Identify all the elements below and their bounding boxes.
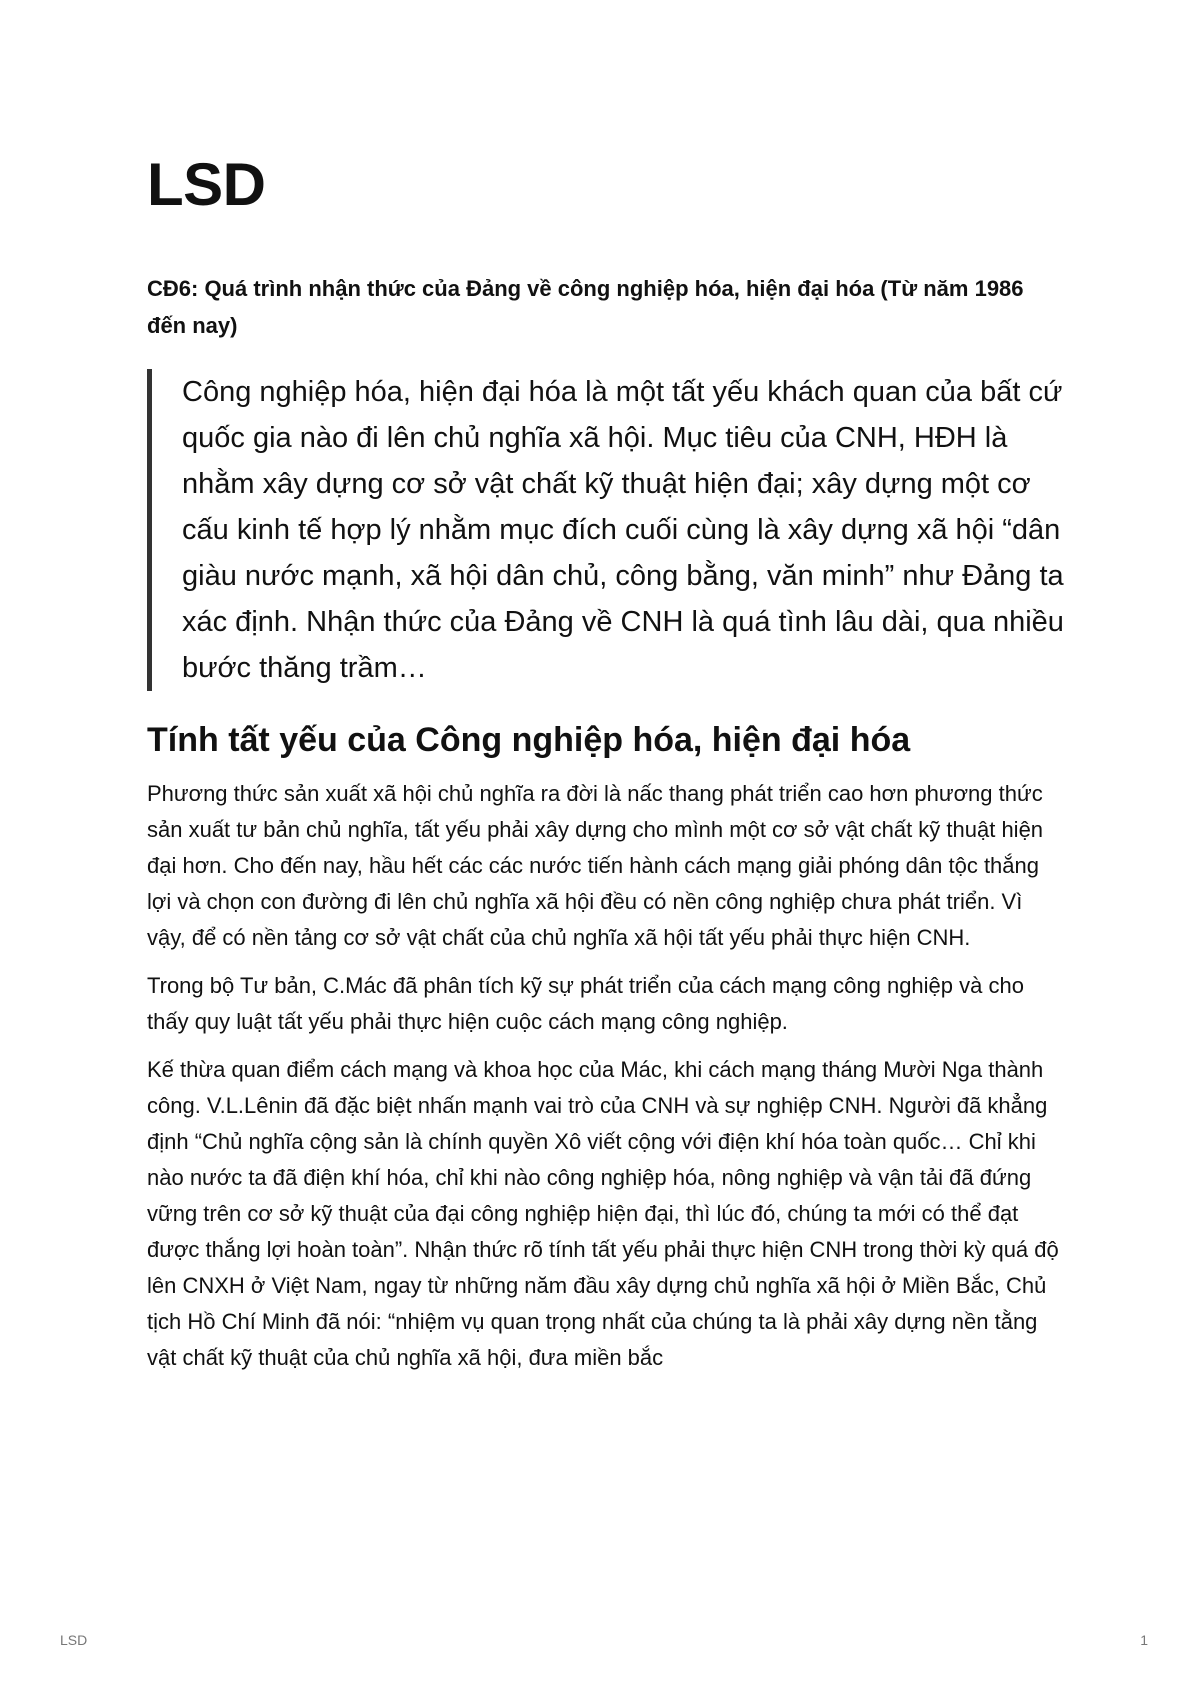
document-subtitle: CĐ6: Quá trình nhận thức của Đảng về công nghiệp hóa, hiện đại hóa (Từ năm 1986 đến nay): [147, 276, 1024, 338]
footer-page-number: 1: [1140, 1632, 1148, 1648]
intro-blockquote: Công nghiệp hóa, hiện đại hóa là một tất yếu khách quan của bất cứ quốc gia nào đi lên chủ nghĩa xã hội. Mục tiêu của CNH, HĐH là nhằm xây dựng cơ sở vật chất kỹ thuật hiện đại; xây dựng một cơ cấu kinh tế hợp lý nhằm mục đích cuối cùng là xây dựng xã hội “dân giàu nước mạnh, xã hội dân chủ, công bằng, văn minh” như Đảng ta xác định. Nhận thức của Đảng về CNH là quá tình lâu dài, qua nhiều bước thăng trầm…: [147, 369, 1067, 691]
body-paragraph-1: Phương thức sản xuất xã hội chủ nghĩa ra đời là nấc thang phát triển cao hơn phương thức sản xuất tư bản chủ nghĩa, tất yếu phải xây dựng cho mình một cơ sở vật chất kỹ thuật hiện đại hơn. Cho đến nay, hầu hết các các nước tiến hành cách mạng giải phóng dân tộc thắng lợi và chọn con đường đi lên chủ nghĩa xã hội đều có nền công nghiệp chưa phát triển. Vì vậy, để có nền tảng cơ sở vật chất của chủ nghĩa xã hội tất yếu phải thực hiện CNH.: [147, 781, 1044, 950]
body-paragraph-2: Trong bộ Tư bản, C.Mác đã phân tích kỹ sự phát triển của cách mạng công nghiệp và cho thấy quy luật tất yếu phải thực hiện cuộc cách mạng công nghiệp.: [147, 973, 1024, 1034]
footer-document-name: LSD: [60, 1632, 88, 1648]
body-paragraph-3: Kế thừa quan điểm cách mạng và khoa học của Mác, khi cách mạng tháng Mười Nga thành công. V.L.Lênin đã đặc biệt nhấn mạnh vai trò của CNH và sự nghiệp CNH. Người đã khẳng định “Chủ nghĩa cộng sản là chính quyền Xô viết cộng với điện khí hóa toàn quốc… Chỉ khi nào nước ta đã điện khí hóa, chỉ khi nào công nghiệp hóa, nông nghiệp và vận tải đã đứng vững trên cơ sở kỹ thuật của đại công nghiệp hiện đại, thì lúc đó, chúng ta mới có thể đạt được thắng lợi hoàn toàn”. Nhận thức rõ tính tất yếu phải thực hiện CNH trong thời kỳ quá độ lên CNXH ở Việt Nam, ngay từ những năm đầu xây dựng chủ nghĩa xã hội ở Miền Bắc, Chủ tịch Hồ Chí Minh đã nói: “nhiệm vụ quan trọng nhất của chúng ta là phải xây dựng nền tằng vật chất kỹ thuật của chủ nghĩa xã hội, đưa miền bắc: [147, 1057, 1059, 1370]
document-title: LSD: [147, 151, 266, 218]
section-heading: Tính tất yếu của Công nghiệp hóa, hiện đại hóa: [147, 721, 911, 759]
page-content: [147, 150, 1067, 1376]
